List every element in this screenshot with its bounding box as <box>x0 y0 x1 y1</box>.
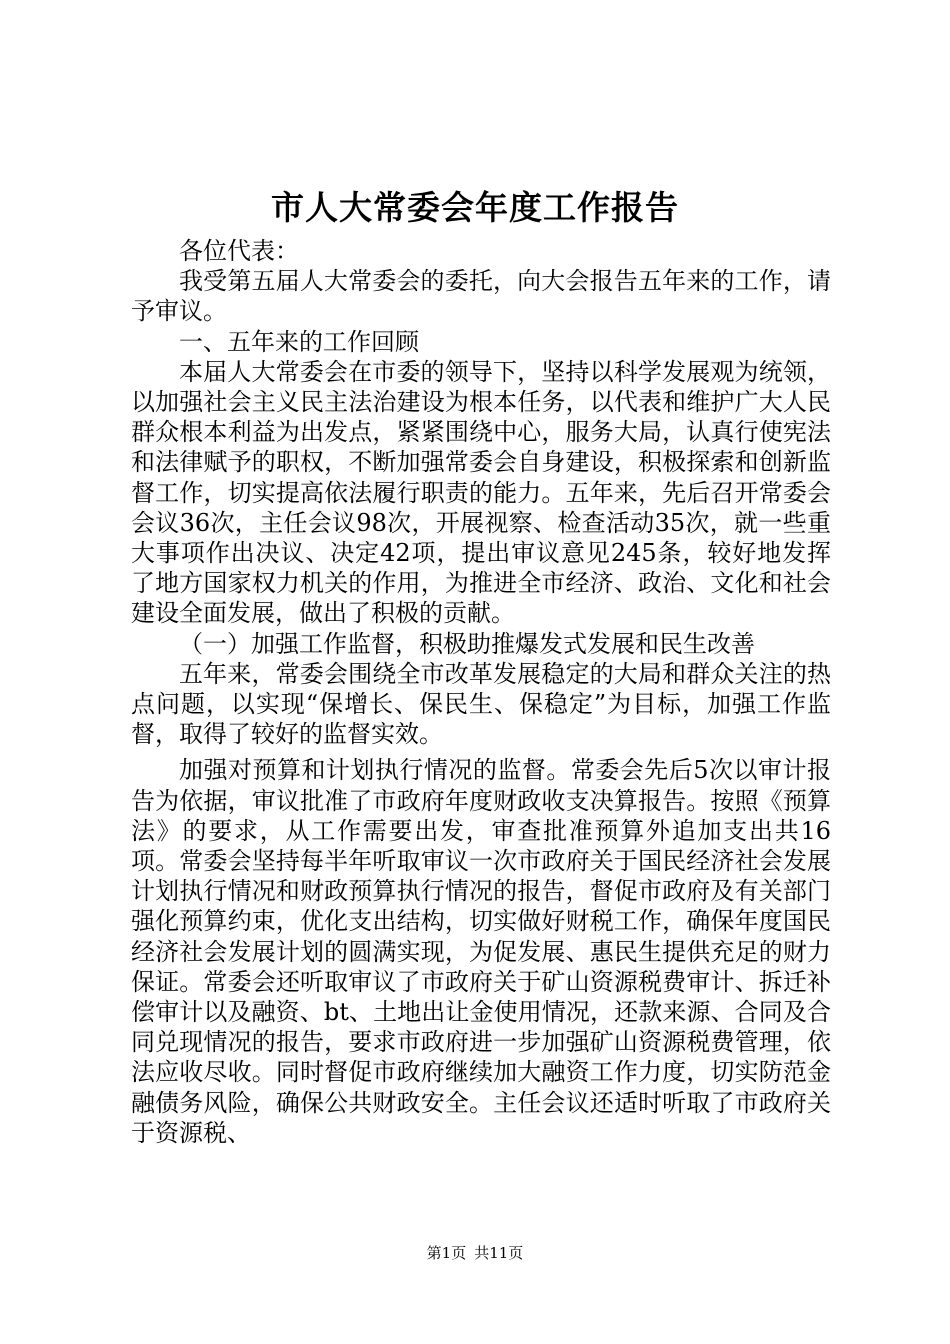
document-body <box>131 236 831 1148</box>
document-title: 市人大常委会年度工作报告 <box>271 188 679 227</box>
paragraph-budget: 加强对预算和计划执行情况的监督。常委会先后5次以审计报告为依据，审议批准了市政府年度财政收支决算报告。按照《预算法》的要求，从工作需要出发，审查批准预算外追加支出共16项。常委会坚持每半年听取审议一次市政府关于国民经济社会发展计划执行情况和财政预算执行情况的报告，督促市政府及有关部门强化预算约束，优化支出结构，切实做好财税工作，确保年度国民经济社会发展计划的圆满实现，为促发展、惠民生提供充足的财力保证。常委会还听取审议了市政府关于矿山资源税费审计、拆迁补偿审计以及融资、bt、土地出让金使用情况，还款来源、合同及合同兑现情况的报告，要求市政府进一步加强矿山资源税费管理，依法应收尽收。同时督促市政府继续加大融资工作力度，切实防范金融债务风险，确保公共财政安全。主任会议还适时听取了市政府关于资源税、 <box>131 756 831 1147</box>
paragraph-supervision: 五年来，常委会围绕全市改革发展稳定的大局和群众关注的热点问题，以实现“保增长、保民生、保稳定”为目标，加强工作监督，取得了较好的监督实效。 <box>131 659 831 749</box>
page-footer <box>0 1243 950 1263</box>
page-number: 第1页 <box>426 1244 467 1262</box>
subsection-heading: （一）加强工作监督，积极助推爆发式发展和民生改善 <box>179 629 755 658</box>
paragraph-review: 本届人大常委会在市委的领导下，坚持以科学发展观为统领，以加强社会主义民主法治建设为根本任务，以代表和维护广大人民群众根本利益为出发点，紧紧围绕中心，服务大局，认真行使宪法和法律赋予的职权，不断加强常委会自身建设，积极探索和创新监督工作，切实提高依法履行职责的能力。五年来，先后召开常委会会议36次，主任会议98次，开展视察、检查活动35次，就一些重大事项作出决议、决定42项，提出审议意见245条，较好地发挥了地方国家权力机关的作用，为推进全市经济、政治、文化和社会建设全面发展，做出了积极的贡献。 <box>131 357 831 628</box>
salutation: 各位代表： <box>179 237 299 265</box>
paragraph-intro: 我受第五届人大常委会的委托，向大会报告五年来的工作，请予审议。 <box>131 267 831 326</box>
page-total: 共11页 <box>474 1244 524 1262</box>
section-heading: 一、五年来的工作回顾 <box>179 327 419 356</box>
